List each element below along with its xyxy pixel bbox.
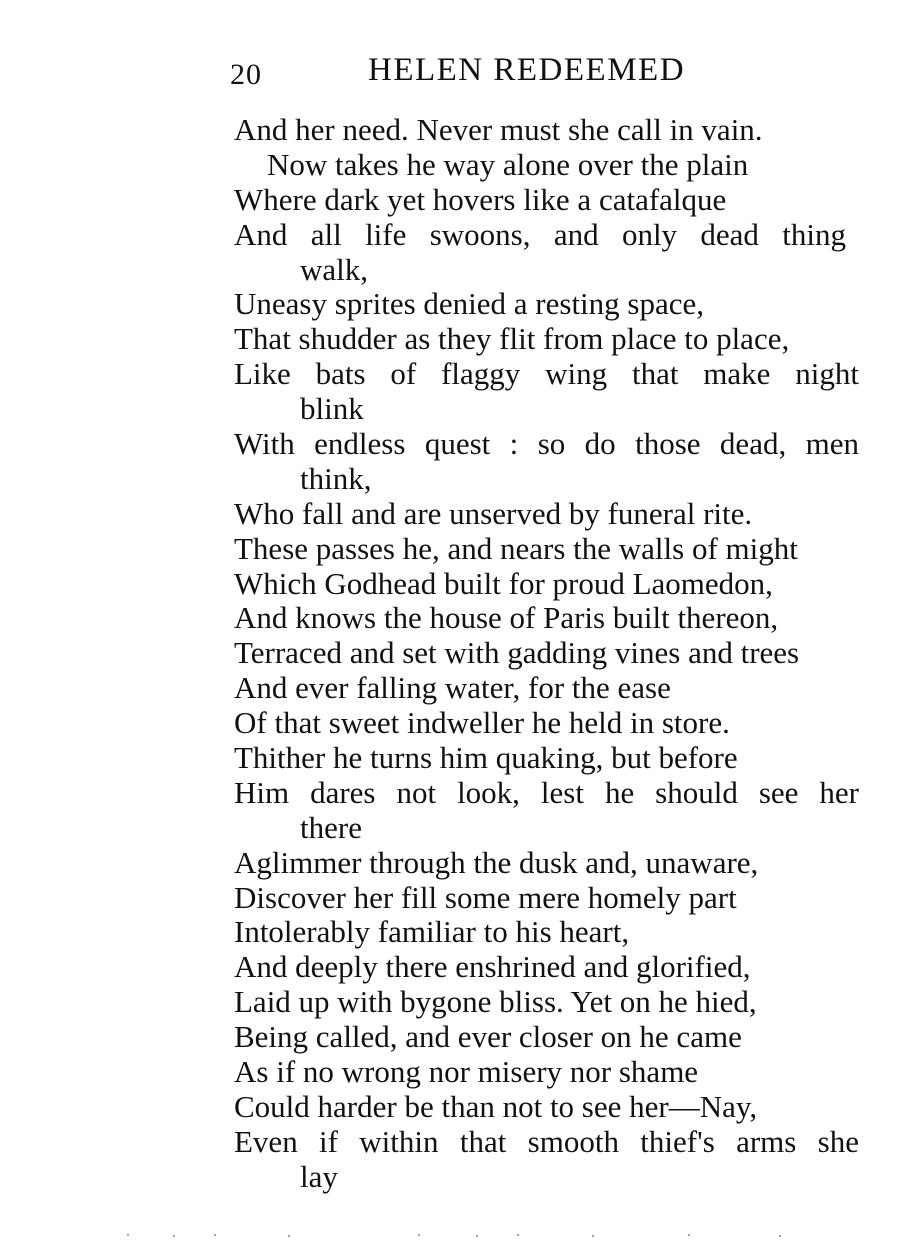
- poem-line: Laid up with bygone bliss. Yet on he hied,: [234, 984, 757, 1020]
- poem-line: Uneasy sprites denied a resting space,: [234, 286, 705, 322]
- speck: [173, 1235, 175, 1237]
- poem-line: Being called, and ever closer on he came: [234, 1019, 742, 1055]
- poem-line: Thither he turns him quaking, but before: [234, 740, 738, 776]
- poem-line: And ever falling water, for the ease: [234, 670, 671, 706]
- poem-line: Where dark yet hovers like a catafalque: [234, 181, 727, 217]
- speck: [127, 1234, 129, 1236]
- poem-line: And knows the house of Paris built thereon,: [234, 600, 779, 636]
- poem-line-continuation: there: [300, 809, 362, 845]
- poem-line-continuation: think,: [300, 460, 372, 496]
- poem-line: Of that sweet indweller he held in store.: [234, 705, 730, 741]
- poem-line: Intolerably familiar to his heart,: [234, 914, 630, 950]
- poem-line: Now takes he way alone over the plain: [267, 146, 749, 182]
- poem-line: Discover her fill some mere homely part: [234, 879, 737, 915]
- poem-line: Which Godhead built for proud Laomedon,: [234, 565, 773, 601]
- poem-line: And deeply there enshrined and glorified,: [234, 949, 751, 985]
- poem-line: Like bats of flaggy wing that make night: [234, 356, 859, 392]
- poem-line: These passes he, and nears the walls of might: [234, 530, 798, 566]
- page-number: 20: [230, 58, 262, 91]
- poem-text: [234, 113, 874, 1195]
- speck: [779, 1235, 781, 1237]
- poem-line-continuation: walk,: [300, 251, 369, 287]
- speck: [476, 1235, 478, 1237]
- poem-line: Could harder be than not to see her—Nay,: [234, 1088, 758, 1124]
- speck: [214, 1234, 216, 1236]
- poem-line: Him dares not look, lest he should see her: [234, 774, 859, 810]
- speck: [418, 1234, 420, 1236]
- speck: [688, 1234, 690, 1236]
- speck: [517, 1234, 519, 1236]
- poem-line: Terraced and set with gadding vines and trees: [234, 635, 800, 671]
- poem-line: With endless quest : so do those dead, men: [234, 426, 859, 462]
- poem-line: Even if within that smooth thief's arms she: [234, 1123, 859, 1159]
- speck: [592, 1235, 594, 1237]
- poem-line: That shudder as they flit from place to place,: [234, 321, 790, 357]
- poem-line: As if no wrong nor misery nor shame: [234, 1054, 699, 1090]
- poem-line-continuation: lay: [300, 1158, 338, 1194]
- poem-line: And all life swoons, and only dead thing: [234, 216, 846, 252]
- poem-line: And her need. Never must she call in vain.: [234, 112, 763, 147]
- poem-line-continuation: blink: [300, 391, 364, 427]
- speck: [288, 1235, 290, 1237]
- poem-line: Aglimmer through the dusk and, unaware,: [234, 844, 759, 880]
- scan-specks: [0, 1232, 900, 1238]
- poem-line: Who fall and are unserved by funeral rite.: [234, 495, 753, 531]
- running-title: HELEN REDEEMED: [368, 52, 686, 88]
